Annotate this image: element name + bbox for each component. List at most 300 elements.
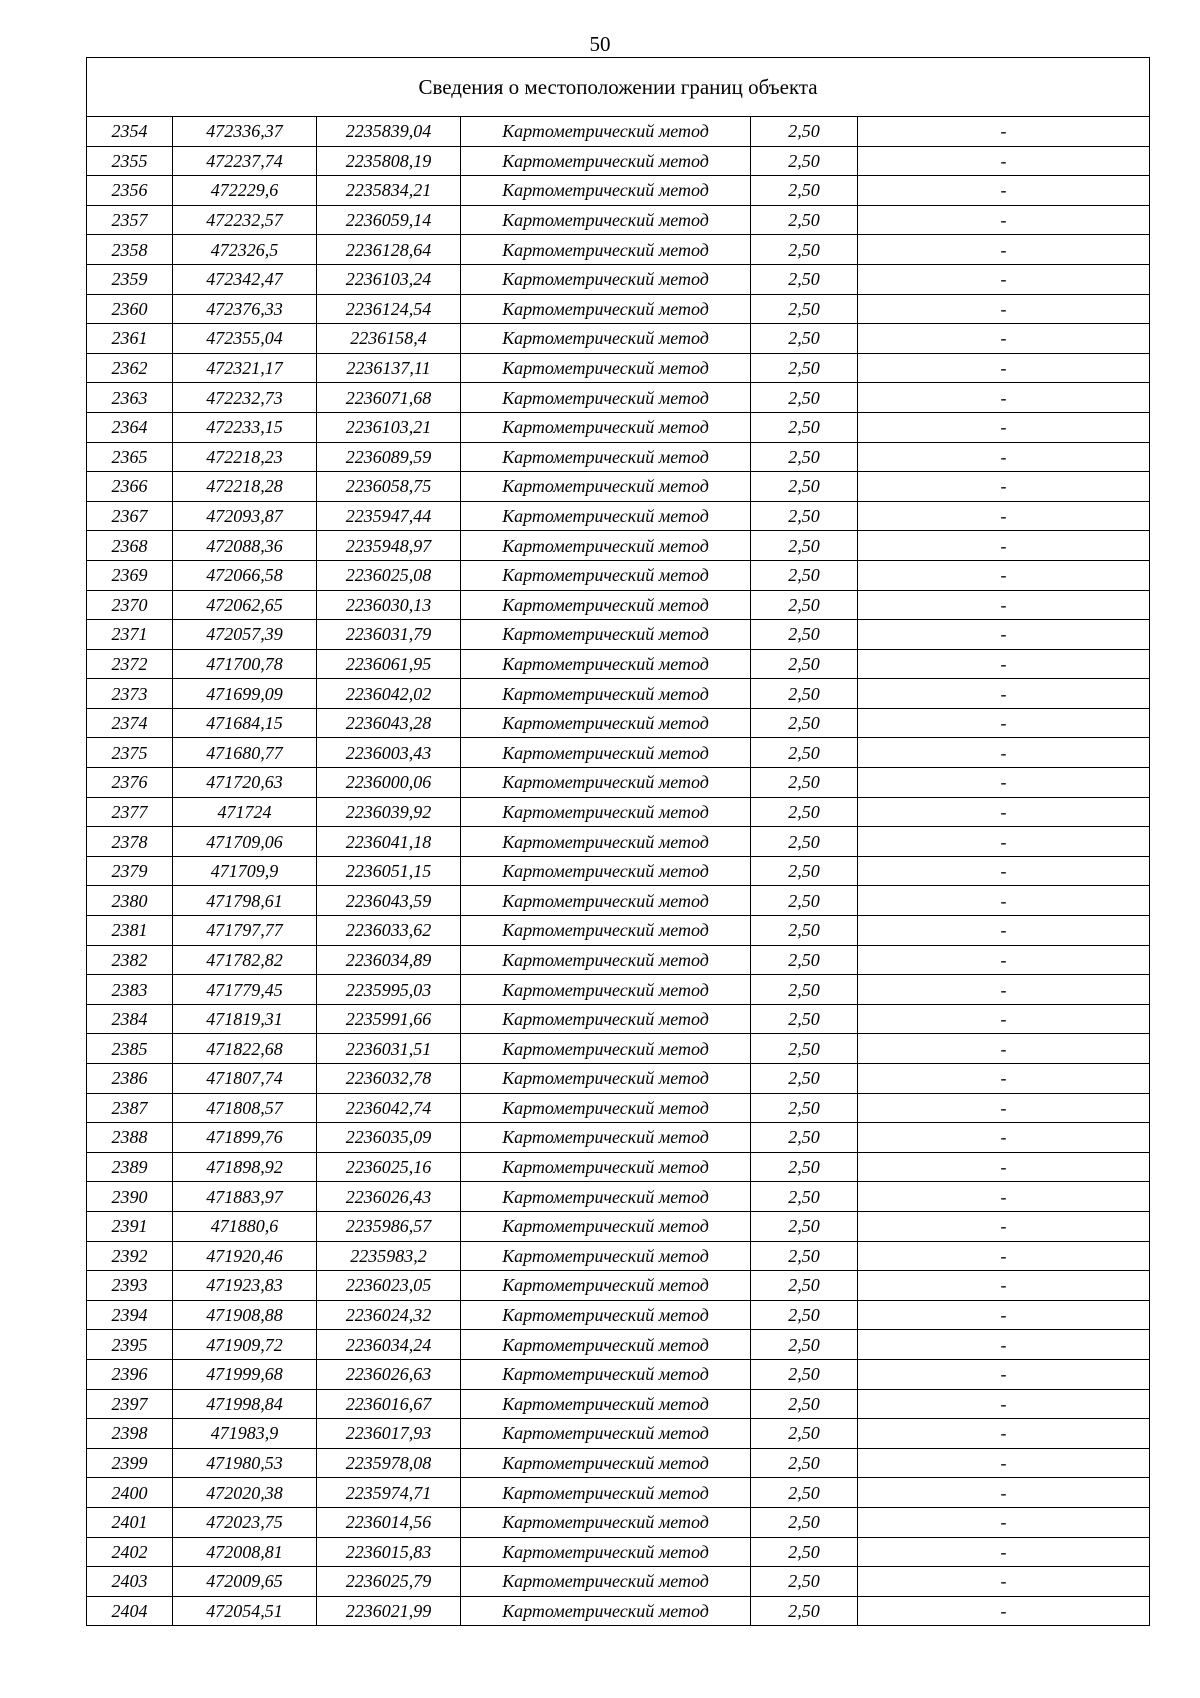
method-cell: Картометрический метод bbox=[461, 856, 751, 886]
x-coordinate-cell: 471822,68 bbox=[173, 1034, 317, 1064]
description-cell: - bbox=[858, 620, 1150, 650]
y-coordinate-cell: 2236032,78 bbox=[317, 1064, 461, 1094]
x-coordinate-cell: 472376,33 bbox=[173, 294, 317, 324]
point-number-cell: 2378 bbox=[87, 827, 173, 857]
y-coordinate-cell: 2236023,05 bbox=[317, 1271, 461, 1301]
accuracy-cell: 2,50 bbox=[751, 945, 858, 975]
accuracy-cell: 2,50 bbox=[751, 1567, 858, 1597]
x-coordinate-cell: 471999,68 bbox=[173, 1359, 317, 1389]
y-coordinate-cell: 2236015,83 bbox=[317, 1537, 461, 1567]
description-cell: - bbox=[858, 679, 1150, 709]
method-cell: Картометрический метод bbox=[461, 501, 751, 531]
description-cell: - bbox=[858, 1123, 1150, 1153]
accuracy-cell: 2,50 bbox=[751, 472, 858, 502]
point-number-cell: 2368 bbox=[87, 531, 173, 561]
x-coordinate-cell: 471782,82 bbox=[173, 945, 317, 975]
accuracy-cell: 2,50 bbox=[751, 501, 858, 531]
x-coordinate-cell: 472057,39 bbox=[173, 620, 317, 650]
method-cell: Картометрический метод bbox=[461, 1330, 751, 1360]
method-cell: Картометрический метод bbox=[461, 945, 751, 975]
y-coordinate-cell: 2235991,66 bbox=[317, 1004, 461, 1034]
method-cell: Картометрический метод bbox=[461, 235, 751, 265]
accuracy-cell: 2,50 bbox=[751, 916, 858, 946]
method-cell: Картометрический метод bbox=[461, 1271, 751, 1301]
accuracy-cell: 2,50 bbox=[751, 442, 858, 472]
accuracy-cell: 2,50 bbox=[751, 264, 858, 294]
description-cell: - bbox=[858, 353, 1150, 383]
accuracy-cell: 2,50 bbox=[751, 176, 858, 206]
method-cell: Картометрический метод bbox=[461, 353, 751, 383]
y-coordinate-cell: 2236137,11 bbox=[317, 353, 461, 383]
x-coordinate-cell: 471899,76 bbox=[173, 1123, 317, 1153]
method-cell: Картометрический метод bbox=[461, 1093, 751, 1123]
method-cell: Картометрический метод bbox=[461, 264, 751, 294]
table-row bbox=[87, 412, 1150, 442]
point-number-cell: 2360 bbox=[87, 294, 173, 324]
accuracy-cell: 2,50 bbox=[751, 560, 858, 590]
x-coordinate-cell: 472326,5 bbox=[173, 235, 317, 265]
point-number-cell: 2383 bbox=[87, 975, 173, 1005]
x-coordinate-cell: 471920,46 bbox=[173, 1241, 317, 1271]
accuracy-cell: 2,50 bbox=[751, 1359, 858, 1389]
x-coordinate-cell: 472336,37 bbox=[173, 117, 317, 147]
y-coordinate-cell: 2236025,16 bbox=[317, 1152, 461, 1182]
table-title: Сведения о местоположении границ объекта bbox=[87, 58, 1150, 117]
point-number-cell: 2375 bbox=[87, 738, 173, 768]
table-row bbox=[87, 1448, 1150, 1478]
y-coordinate-cell: 2236016,67 bbox=[317, 1389, 461, 1419]
accuracy-cell: 2,50 bbox=[751, 383, 858, 413]
y-coordinate-cell: 2236059,14 bbox=[317, 205, 461, 235]
method-cell: Картометрический метод bbox=[461, 1064, 751, 1094]
point-number-cell: 2390 bbox=[87, 1182, 173, 1212]
y-coordinate-cell: 2236043,28 bbox=[317, 708, 461, 738]
point-number-cell: 2366 bbox=[87, 472, 173, 502]
accuracy-cell: 2,50 bbox=[751, 975, 858, 1005]
point-number-cell: 2376 bbox=[87, 768, 173, 798]
x-coordinate-cell: 472009,65 bbox=[173, 1567, 317, 1597]
method-cell: Картометрический метод bbox=[461, 1419, 751, 1449]
table-row bbox=[87, 1064, 1150, 1094]
y-coordinate-cell: 2236042,74 bbox=[317, 1093, 461, 1123]
table-row bbox=[87, 501, 1150, 531]
method-cell: Картометрический метод bbox=[461, 146, 751, 176]
table-row bbox=[87, 1211, 1150, 1241]
description-cell: - bbox=[858, 1034, 1150, 1064]
y-coordinate-cell: 2236128,64 bbox=[317, 235, 461, 265]
method-cell: Картометрический метод bbox=[461, 916, 751, 946]
description-cell: - bbox=[858, 1537, 1150, 1567]
accuracy-cell: 2,50 bbox=[751, 1004, 858, 1034]
x-coordinate-cell: 471883,97 bbox=[173, 1182, 317, 1212]
y-coordinate-cell: 2236000,06 bbox=[317, 768, 461, 798]
method-cell: Картометрический метод bbox=[461, 1182, 751, 1212]
x-coordinate-cell: 472342,47 bbox=[173, 264, 317, 294]
point-number-cell: 2404 bbox=[87, 1596, 173, 1626]
accuracy-cell: 2,50 bbox=[751, 590, 858, 620]
x-coordinate-cell: 472062,65 bbox=[173, 590, 317, 620]
method-cell: Картометрический метод bbox=[461, 1507, 751, 1537]
description-cell: - bbox=[858, 1330, 1150, 1360]
y-coordinate-cell: 2236034,89 bbox=[317, 945, 461, 975]
table-row bbox=[87, 975, 1150, 1005]
table-row bbox=[87, 1507, 1150, 1537]
description-cell: - bbox=[858, 975, 1150, 1005]
description-cell: - bbox=[858, 916, 1150, 946]
accuracy-cell: 2,50 bbox=[751, 1448, 858, 1478]
accuracy-cell: 2,50 bbox=[751, 708, 858, 738]
y-coordinate-cell: 2236033,62 bbox=[317, 916, 461, 946]
x-coordinate-cell: 471709,9 bbox=[173, 856, 317, 886]
x-coordinate-cell: 471998,84 bbox=[173, 1389, 317, 1419]
method-cell: Картометрический метод bbox=[461, 117, 751, 147]
description-cell: - bbox=[858, 501, 1150, 531]
description-cell: - bbox=[858, 1093, 1150, 1123]
accuracy-cell: 2,50 bbox=[751, 768, 858, 798]
table-row bbox=[87, 1300, 1150, 1330]
point-number-cell: 2385 bbox=[87, 1034, 173, 1064]
x-coordinate-cell: 471798,61 bbox=[173, 886, 317, 916]
accuracy-cell: 2,50 bbox=[751, 1537, 858, 1567]
x-coordinate-cell: 471724 bbox=[173, 797, 317, 827]
description-cell: - bbox=[858, 560, 1150, 590]
table-row bbox=[87, 1123, 1150, 1153]
point-number-cell: 2386 bbox=[87, 1064, 173, 1094]
table-row bbox=[87, 324, 1150, 354]
method-cell: Картометрический метод bbox=[461, 797, 751, 827]
table-row bbox=[87, 1093, 1150, 1123]
y-coordinate-cell: 2235974,71 bbox=[317, 1478, 461, 1508]
method-cell: Картометрический метод bbox=[461, 531, 751, 561]
method-cell: Картометрический метод bbox=[461, 560, 751, 590]
table-row bbox=[87, 294, 1150, 324]
table-row bbox=[87, 1596, 1150, 1626]
x-coordinate-cell: 471720,63 bbox=[173, 768, 317, 798]
description-cell: - bbox=[858, 1300, 1150, 1330]
page-number: 50 bbox=[589, 32, 611, 56]
method-cell: Картометрический метод bbox=[461, 768, 751, 798]
method-cell: Картометрический метод bbox=[461, 1300, 751, 1330]
point-number-cell: 2394 bbox=[87, 1300, 173, 1330]
description-cell: - bbox=[858, 708, 1150, 738]
x-coordinate-cell: 472237,74 bbox=[173, 146, 317, 176]
method-cell: Картометрический метод bbox=[461, 827, 751, 857]
point-number-cell: 2377 bbox=[87, 797, 173, 827]
table-row bbox=[87, 176, 1150, 206]
y-coordinate-cell: 2236103,21 bbox=[317, 412, 461, 442]
x-coordinate-cell: 471909,72 bbox=[173, 1330, 317, 1360]
x-coordinate-cell: 471923,83 bbox=[173, 1271, 317, 1301]
accuracy-cell: 2,50 bbox=[751, 146, 858, 176]
x-coordinate-cell: 472008,81 bbox=[173, 1537, 317, 1567]
accuracy-cell: 2,50 bbox=[751, 324, 858, 354]
table-row bbox=[87, 916, 1150, 946]
accuracy-cell: 2,50 bbox=[751, 294, 858, 324]
y-coordinate-cell: 2236026,63 bbox=[317, 1359, 461, 1389]
accuracy-cell: 2,50 bbox=[751, 797, 858, 827]
table-row bbox=[87, 679, 1150, 709]
point-number-cell: 2369 bbox=[87, 560, 173, 590]
point-number-cell: 2400 bbox=[87, 1478, 173, 1508]
description-cell: - bbox=[858, 117, 1150, 147]
description-cell: - bbox=[858, 1271, 1150, 1301]
x-coordinate-cell: 472229,6 bbox=[173, 176, 317, 206]
method-cell: Картометрический метод bbox=[461, 1241, 751, 1271]
y-coordinate-cell: 2236051,15 bbox=[317, 856, 461, 886]
accuracy-cell: 2,50 bbox=[751, 856, 858, 886]
y-coordinate-cell: 2236030,13 bbox=[317, 590, 461, 620]
method-cell: Картометрический метод bbox=[461, 679, 751, 709]
table-row bbox=[87, 738, 1150, 768]
accuracy-cell: 2,50 bbox=[751, 1093, 858, 1123]
method-cell: Картометрический метод bbox=[461, 294, 751, 324]
y-coordinate-cell: 2235839,04 bbox=[317, 117, 461, 147]
accuracy-cell: 2,50 bbox=[751, 353, 858, 383]
y-coordinate-cell: 2236014,56 bbox=[317, 1507, 461, 1537]
y-coordinate-cell: 2235995,03 bbox=[317, 975, 461, 1005]
method-cell: Картометрический метод bbox=[461, 1034, 751, 1064]
x-coordinate-cell: 471709,06 bbox=[173, 827, 317, 857]
y-coordinate-cell: 2235983,2 bbox=[317, 1241, 461, 1271]
accuracy-cell: 2,50 bbox=[751, 1507, 858, 1537]
x-coordinate-cell: 471908,88 bbox=[173, 1300, 317, 1330]
method-cell: Картометрический метод bbox=[461, 649, 751, 679]
description-cell: - bbox=[858, 442, 1150, 472]
x-coordinate-cell: 471880,6 bbox=[173, 1211, 317, 1241]
table-row bbox=[87, 1271, 1150, 1301]
method-cell: Картометрический метод bbox=[461, 1596, 751, 1626]
accuracy-cell: 2,50 bbox=[751, 1211, 858, 1241]
y-coordinate-cell: 2236024,32 bbox=[317, 1300, 461, 1330]
accuracy-cell: 2,50 bbox=[751, 1419, 858, 1449]
y-coordinate-cell: 2235948,97 bbox=[317, 531, 461, 561]
x-coordinate-cell: 471983,9 bbox=[173, 1419, 317, 1449]
method-cell: Картометрический метод bbox=[461, 442, 751, 472]
description-cell: - bbox=[858, 1419, 1150, 1449]
point-number-cell: 2388 bbox=[87, 1123, 173, 1153]
description-cell: - bbox=[858, 412, 1150, 442]
x-coordinate-cell: 472023,75 bbox=[173, 1507, 317, 1537]
x-coordinate-cell: 472093,87 bbox=[173, 501, 317, 531]
point-number-cell: 2371 bbox=[87, 620, 173, 650]
table-row bbox=[87, 827, 1150, 857]
x-coordinate-cell: 471797,77 bbox=[173, 916, 317, 946]
method-cell: Картометрический метод bbox=[461, 1152, 751, 1182]
point-number-cell: 2367 bbox=[87, 501, 173, 531]
point-number-cell: 2354 bbox=[87, 117, 173, 147]
accuracy-cell: 2,50 bbox=[751, 649, 858, 679]
method-cell: Картометрический метод bbox=[461, 1567, 751, 1597]
x-coordinate-cell: 471700,78 bbox=[173, 649, 317, 679]
x-coordinate-cell: 472232,57 bbox=[173, 205, 317, 235]
table-row bbox=[87, 768, 1150, 798]
point-number-cell: 2403 bbox=[87, 1567, 173, 1597]
description-cell: - bbox=[858, 294, 1150, 324]
description-cell: - bbox=[858, 1359, 1150, 1389]
accuracy-cell: 2,50 bbox=[751, 827, 858, 857]
accuracy-cell: 2,50 bbox=[751, 620, 858, 650]
table-row bbox=[87, 1330, 1150, 1360]
table-row bbox=[87, 1359, 1150, 1389]
y-coordinate-cell: 2236124,54 bbox=[317, 294, 461, 324]
table-row bbox=[87, 472, 1150, 502]
description-cell: - bbox=[858, 856, 1150, 886]
point-number-cell: 2374 bbox=[87, 708, 173, 738]
y-coordinate-cell: 2236071,68 bbox=[317, 383, 461, 413]
accuracy-cell: 2,50 bbox=[751, 886, 858, 916]
y-coordinate-cell: 2236043,59 bbox=[317, 886, 461, 916]
accuracy-cell: 2,50 bbox=[751, 738, 858, 768]
table-row bbox=[87, 383, 1150, 413]
method-cell: Картометрический метод bbox=[461, 1123, 751, 1153]
description-cell: - bbox=[858, 205, 1150, 235]
description-cell: - bbox=[858, 649, 1150, 679]
point-number-cell: 2357 bbox=[87, 205, 173, 235]
table-row bbox=[87, 1034, 1150, 1064]
point-number-cell: 2356 bbox=[87, 176, 173, 206]
table-row bbox=[87, 945, 1150, 975]
table-row bbox=[87, 117, 1150, 147]
description-cell: - bbox=[858, 264, 1150, 294]
method-cell: Картометрический метод bbox=[461, 708, 751, 738]
method-cell: Картометрический метод bbox=[461, 1389, 751, 1419]
y-coordinate-cell: 2236003,43 bbox=[317, 738, 461, 768]
y-coordinate-cell: 2236158,4 bbox=[317, 324, 461, 354]
table-row bbox=[87, 560, 1150, 590]
y-coordinate-cell: 2236025,79 bbox=[317, 1567, 461, 1597]
description-cell: - bbox=[858, 531, 1150, 561]
y-coordinate-cell: 2236103,24 bbox=[317, 264, 461, 294]
point-number-cell: 2365 bbox=[87, 442, 173, 472]
x-coordinate-cell: 471779,45 bbox=[173, 975, 317, 1005]
point-number-cell: 2391 bbox=[87, 1211, 173, 1241]
x-coordinate-cell: 471819,31 bbox=[173, 1004, 317, 1034]
description-cell: - bbox=[858, 886, 1150, 916]
description-cell: - bbox=[858, 1241, 1150, 1271]
table-row bbox=[87, 264, 1150, 294]
table-row bbox=[87, 1478, 1150, 1508]
y-coordinate-cell: 2235834,21 bbox=[317, 176, 461, 206]
table-row bbox=[87, 531, 1150, 561]
x-coordinate-cell: 472232,73 bbox=[173, 383, 317, 413]
accuracy-cell: 2,50 bbox=[751, 1300, 858, 1330]
point-number-cell: 2384 bbox=[87, 1004, 173, 1034]
accuracy-cell: 2,50 bbox=[751, 679, 858, 709]
description-cell: - bbox=[858, 1152, 1150, 1182]
description-cell: - bbox=[858, 1567, 1150, 1597]
description-cell: - bbox=[858, 590, 1150, 620]
table-row bbox=[87, 205, 1150, 235]
point-number-cell: 2399 bbox=[87, 1448, 173, 1478]
table-row bbox=[87, 1182, 1150, 1212]
y-coordinate-cell: 2235808,19 bbox=[317, 146, 461, 176]
accuracy-cell: 2,50 bbox=[751, 1182, 858, 1212]
method-cell: Картометрический метод bbox=[461, 1004, 751, 1034]
accuracy-cell: 2,50 bbox=[751, 1389, 858, 1419]
table-row bbox=[87, 1241, 1150, 1271]
table-row bbox=[87, 649, 1150, 679]
y-coordinate-cell: 2236034,24 bbox=[317, 1330, 461, 1360]
point-number-cell: 2355 bbox=[87, 146, 173, 176]
point-number-cell: 2364 bbox=[87, 412, 173, 442]
point-number-cell: 2362 bbox=[87, 353, 173, 383]
table-title-row bbox=[87, 58, 1150, 117]
table-row bbox=[87, 886, 1150, 916]
x-coordinate-cell: 472233,15 bbox=[173, 412, 317, 442]
method-cell: Картометрический метод bbox=[461, 1448, 751, 1478]
point-number-cell: 2379 bbox=[87, 856, 173, 886]
table-row bbox=[87, 146, 1150, 176]
method-cell: Картометрический метод bbox=[461, 472, 751, 502]
point-number-cell: 2397 bbox=[87, 1389, 173, 1419]
description-cell: - bbox=[858, 738, 1150, 768]
description-cell: - bbox=[858, 945, 1150, 975]
method-cell: Картометрический метод bbox=[461, 205, 751, 235]
description-cell: - bbox=[858, 1064, 1150, 1094]
description-cell: - bbox=[858, 1182, 1150, 1212]
accuracy-cell: 2,50 bbox=[751, 1123, 858, 1153]
x-coordinate-cell: 471980,53 bbox=[173, 1448, 317, 1478]
accuracy-cell: 2,50 bbox=[751, 1478, 858, 1508]
description-cell: - bbox=[858, 1211, 1150, 1241]
accuracy-cell: 2,50 bbox=[751, 205, 858, 235]
point-number-cell: 2398 bbox=[87, 1419, 173, 1449]
accuracy-cell: 2,50 bbox=[751, 412, 858, 442]
x-coordinate-cell: 471699,09 bbox=[173, 679, 317, 709]
point-number-cell: 2373 bbox=[87, 679, 173, 709]
table-row bbox=[87, 1389, 1150, 1419]
description-cell: - bbox=[858, 1596, 1150, 1626]
table-row bbox=[87, 590, 1150, 620]
accuracy-cell: 2,50 bbox=[751, 531, 858, 561]
table-row bbox=[87, 1567, 1150, 1597]
x-coordinate-cell: 472054,51 bbox=[173, 1596, 317, 1626]
point-number-cell: 2363 bbox=[87, 383, 173, 413]
x-coordinate-cell: 472321,17 bbox=[173, 353, 317, 383]
point-number-cell: 2372 bbox=[87, 649, 173, 679]
y-coordinate-cell: 2236017,93 bbox=[317, 1419, 461, 1449]
description-cell: - bbox=[858, 1004, 1150, 1034]
method-cell: Картометрический метод bbox=[461, 1211, 751, 1241]
x-coordinate-cell: 471808,57 bbox=[173, 1093, 317, 1123]
method-cell: Картометрический метод bbox=[461, 590, 751, 620]
table-row bbox=[87, 620, 1150, 650]
point-number-cell: 2393 bbox=[87, 1271, 173, 1301]
x-coordinate-cell: 472218,23 bbox=[173, 442, 317, 472]
accuracy-cell: 2,50 bbox=[751, 1241, 858, 1271]
y-coordinate-cell: 2236089,59 bbox=[317, 442, 461, 472]
table-row bbox=[87, 442, 1150, 472]
method-cell: Картометрический метод bbox=[461, 324, 751, 354]
y-coordinate-cell: 2236061,95 bbox=[317, 649, 461, 679]
point-number-cell: 2358 bbox=[87, 235, 173, 265]
y-coordinate-cell: 2236039,92 bbox=[317, 797, 461, 827]
point-number-cell: 2380 bbox=[87, 886, 173, 916]
point-number-cell: 2381 bbox=[87, 916, 173, 946]
point-number-cell: 2389 bbox=[87, 1152, 173, 1182]
table-row bbox=[87, 856, 1150, 886]
description-cell: - bbox=[858, 1448, 1150, 1478]
point-number-cell: 2361 bbox=[87, 324, 173, 354]
table-row bbox=[87, 708, 1150, 738]
method-cell: Картометрический метод bbox=[461, 886, 751, 916]
accuracy-cell: 2,50 bbox=[751, 1596, 858, 1626]
table-row bbox=[87, 1152, 1150, 1182]
table-row bbox=[87, 353, 1150, 383]
method-cell: Картометрический метод bbox=[461, 383, 751, 413]
boundary-coordinates-table bbox=[86, 57, 1150, 1626]
description-cell: - bbox=[858, 472, 1150, 502]
